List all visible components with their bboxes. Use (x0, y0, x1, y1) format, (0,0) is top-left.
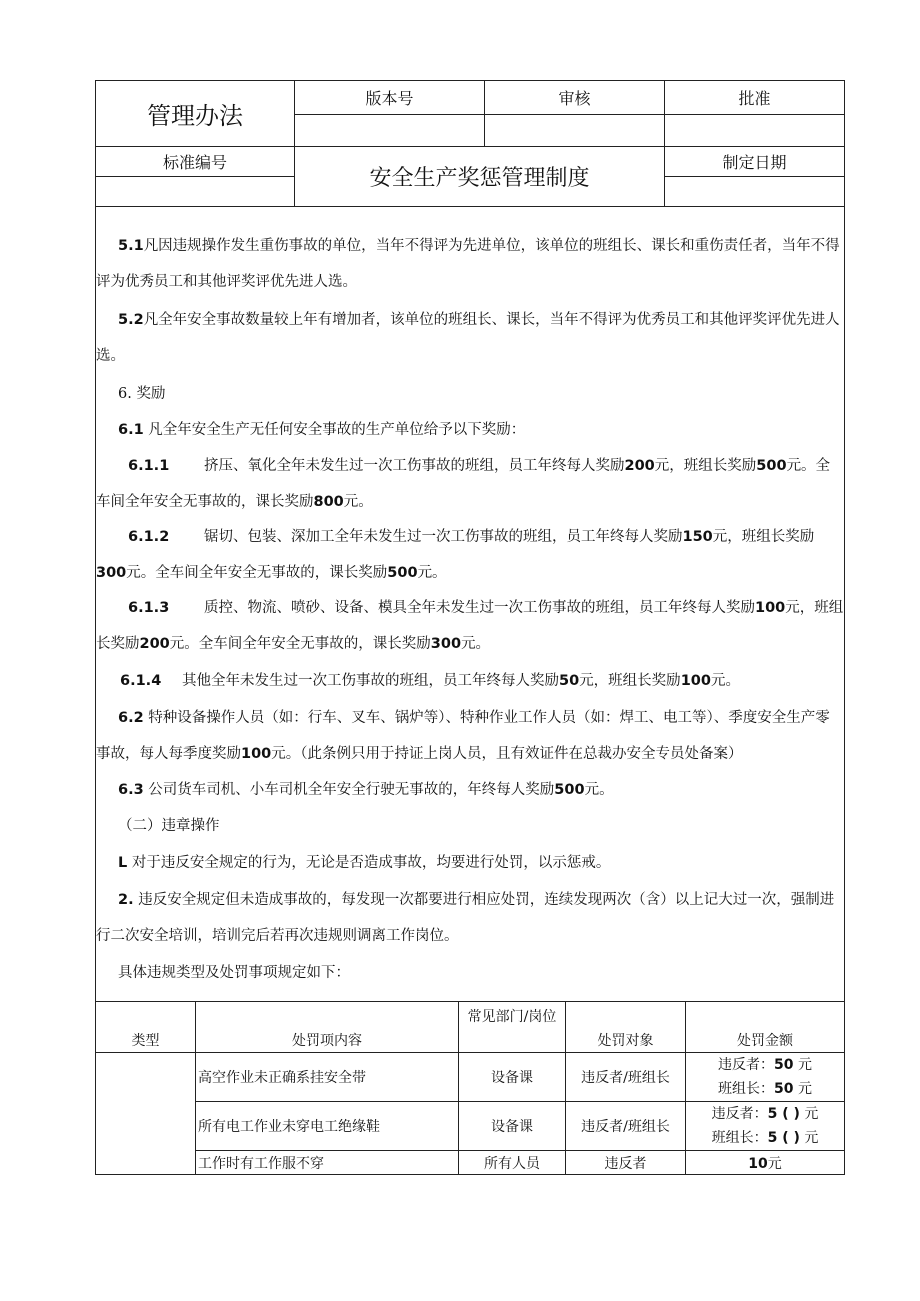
section-heading: （二）违章操作 (118, 818, 220, 834)
amount-value: 5 ( ) (767, 1130, 800, 1146)
amount-unit: 元 (804, 1130, 819, 1146)
amount: 150 (682, 529, 713, 545)
section-heading: 6. 奖励 (118, 386, 166, 402)
clause-text: 凡全年安全生产无任何安全事故的生产单位给予以下奖励： (143, 422, 526, 438)
review-label: 审核 (485, 81, 665, 115)
paragraph-5-2 (96, 302, 844, 374)
dept-cell: 所有人员 (459, 1151, 566, 1175)
paragraph-6-1 (96, 412, 844, 448)
review-value-cell (485, 115, 665, 147)
amount-value: 50 (774, 1057, 794, 1073)
clause-number: 2. (118, 892, 134, 908)
amount: 200 (139, 636, 170, 652)
amount: 200 (624, 458, 655, 474)
target-cell: 违反者/班组长 (566, 1053, 686, 1102)
col-header-amount: 处罚金额 (686, 1002, 845, 1053)
item-cell: 所有电工作业未穿电工绝缘鞋 (196, 1102, 459, 1151)
penalty-table-header (96, 1002, 845, 1053)
clause-text: 元，班组长奖励 (712, 529, 815, 545)
amount-label: 班组长： (711, 1130, 768, 1146)
clause-text: 锯切、包装、深加工全年未发生过一次工伤事故的班组，员工年终每人奖励 (204, 529, 683, 545)
paragraph-L (96, 845, 844, 881)
version-value-cell (295, 115, 485, 147)
amount: 100 (755, 600, 786, 616)
amount-cell (686, 1151, 845, 1175)
clause-text: 对于违反安全规定的行为，无论是否造成事故，均要进行处罚，以示惩戒。 (127, 855, 611, 871)
clause-number: 5.2 (118, 312, 144, 328)
clause-text: 公司货车司机、小车司机全年安全行驶无事故的，年终每人奖励 (143, 782, 555, 798)
amount-cell (686, 1053, 845, 1102)
clause-number: 6.3 (118, 782, 144, 798)
clause-text: 其他全年未发生过一次工伤事故的班组，员工年终每人奖励 (182, 673, 559, 689)
clause-text: 元。 (343, 494, 373, 510)
paragraph-6-2 (96, 700, 844, 772)
clause-text: 元，班组长奖励 (654, 458, 757, 474)
doc-title: 安全生产奖惩管理制度 (369, 166, 590, 191)
amount: 500 (756, 458, 787, 474)
table-row (96, 1151, 845, 1175)
paragraph-6-1-3 (96, 590, 844, 662)
version-label: 版本号 (295, 81, 485, 115)
amount-value: 50 (774, 1081, 794, 1097)
col-header-item: 处罚项内容 (196, 1002, 459, 1053)
clause-number: 6.1.3 (128, 600, 170, 616)
clause-number: 6.2 (118, 710, 144, 726)
doc-type: 管理办法 (147, 102, 243, 130)
clause-text: 凡因违规操作发生重伤事故的单位，当年不得评为先进单位，该单位的班组长、课长和重伤责任者，当年不得评为优秀员工和其他评奖评优先进人选。 (96, 238, 840, 290)
clause-text: 元。 (584, 782, 614, 798)
clause-number: 6.1.4 (120, 673, 162, 689)
clause-text: 元。 (710, 673, 740, 689)
intro-text: 具体违规类型及处罚事项规定如下： (118, 965, 350, 981)
amount-unit: 元 (797, 1057, 812, 1073)
target-cell: 违反者/班组长 (566, 1102, 686, 1151)
clause-text: 质控、物流、喷砂、设备、模具全年未发生过一次工伤事故的班组，员工年终每人奖励 (204, 600, 755, 616)
amount: 300 (96, 565, 127, 581)
amount: 500 (554, 782, 585, 798)
clause-number: 6.1.1 (128, 458, 170, 474)
dept-cell: 设备课 (459, 1053, 566, 1102)
clause-text: 特种设备操作人员（如：行车、叉车、锅炉等）、特种作业工作人员（如：焊工、电工等）、季度安全生产零事故，每人每季度奖励 (96, 710, 830, 762)
clause-number: 6.1 (118, 422, 144, 438)
item-cell: 高空作业未正确系挂安全带 (196, 1053, 459, 1102)
paragraph-2 (96, 882, 844, 954)
amount-unit: 元 (804, 1106, 819, 1122)
clause-text: 元，班组长奖励 (96, 600, 844, 652)
clause-text: 挤压、氧化全年未发生过一次工伤事故的班组，员工年终每人奖励 (204, 458, 625, 474)
amount-unit: 元 (797, 1081, 812, 1097)
clause-number: 6.1.2 (128, 529, 170, 545)
amount-value: 10 (748, 1155, 768, 1172)
paragraph-6-3 (96, 772, 844, 808)
paragraph-6-1-4 (96, 663, 844, 699)
amount-value: 5 ( ) (767, 1106, 800, 1122)
paragraph-5-1 (96, 228, 844, 300)
amount-label: 违反者： (718, 1057, 775, 1073)
amount: 500 (387, 565, 418, 581)
date-label: 制定日期 (665, 147, 845, 177)
item-cell: 工作时有工作服不穿 (196, 1151, 459, 1175)
clause-number: 5.1 (118, 238, 144, 254)
table-row (96, 1053, 845, 1102)
clause-text: 元。全车间全年安全无事故的，课长奖励 (126, 565, 388, 581)
amount: 100 (241, 746, 272, 762)
target-cell: 违反者 (566, 1151, 686, 1175)
amount-cell (686, 1102, 845, 1151)
clause-text: 元。 (417, 565, 447, 581)
col-header-target: 处罚对象 (566, 1002, 686, 1053)
section-violations-heading (96, 808, 844, 844)
amount-label: 违反者： (711, 1106, 768, 1122)
amount: 50 (559, 673, 580, 689)
section-6-heading (96, 376, 844, 412)
col-header-dept: 常见部门/岗位 (459, 1002, 566, 1053)
amount: 100 (680, 673, 711, 689)
clause-number: L (118, 855, 128, 871)
std-no-label: 标准编号 (96, 147, 295, 177)
clause-text: 元，班组长奖励 (579, 673, 681, 689)
col-header-type: 类型 (96, 1002, 196, 1053)
penalty-intro (96, 955, 844, 991)
doc-type-cell (96, 81, 295, 147)
amount-unit: 元 (767, 1155, 782, 1172)
penalty-table (95, 1001, 845, 1175)
table-row (96, 1102, 845, 1151)
amount-label: 班组长： (718, 1081, 775, 1097)
clause-text: 凡全年安全事故数量较上年有增加者，该单位的班组长、课长，当年不得评为优秀员工和其他评奖评优先进人选。 (96, 312, 840, 364)
doc-title-cell (295, 147, 665, 207)
approve-label: 批准 (665, 81, 845, 115)
paragraph-6-1-1 (96, 448, 844, 520)
clause-text: 元。全车间全年安全无事故的，课长奖励 (169, 636, 431, 652)
date-value-cell (665, 177, 845, 207)
clause-text: 元。全车间全年安全无事故的，课长奖励 (96, 458, 831, 510)
amount: 800 (313, 494, 344, 510)
approve-value-cell (665, 115, 845, 147)
paragraph-6-1-2 (96, 519, 844, 591)
dept-cell: 设备课 (459, 1102, 566, 1151)
clause-text: 元。 (461, 636, 491, 652)
type-cell (96, 1053, 196, 1175)
clause-text: 违反安全规定但未造成事故的，每发现一次都要进行相应处罚，连续发现两次（含）以上记大过一次，强制进行二次安全培训，培训完后若再次违规则调离工作岗位。 (96, 892, 835, 944)
clause-text: 元。（此条例只用于持证上岗人员，且有效证件在总裁办安全专员处备案） (271, 746, 743, 762)
std-no-value-cell (96, 177, 295, 207)
amount: 300 (430, 636, 462, 652)
header-table (95, 80, 845, 207)
